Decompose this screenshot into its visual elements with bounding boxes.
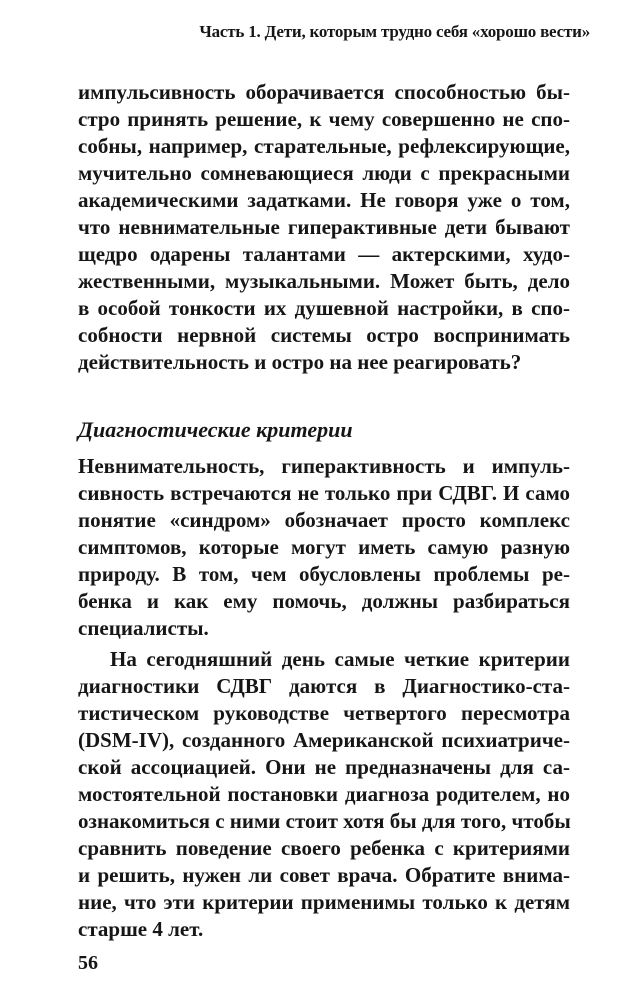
text-line: в особой тонкости их душевной настройки, в спо- (78, 296, 570, 320)
text-line: природу. В том, чем обусловлены проблемы ре- (78, 562, 570, 586)
text-line: ознакомиться с ними стоит хотя бы для того, чтобы (78, 809, 571, 833)
text-line: мучительно сомневающиеся люди с прекрасными (78, 161, 570, 185)
text-line: академическими задатками. Не говоря уже о том, (78, 188, 570, 212)
text-line: действительность и остро на нее реагировать? (78, 350, 522, 374)
text-line: мостоятельной постановки диагноза родителем, но (78, 782, 570, 806)
body-text (78, 79, 570, 943)
text-line: ской ассоциацией. Они не предназначены для са- (78, 755, 570, 779)
paragraph-3 (78, 646, 570, 943)
paragraph-1 (78, 79, 570, 376)
section-heading: Диагностические критерии (78, 417, 353, 442)
text-line: понятие «синдром» обозначает просто комплекс (78, 508, 570, 532)
text-line: что невнимательные гиперактивные дети бывают (78, 215, 570, 239)
text-line: собности нервной системы остро воспринимать (78, 323, 570, 347)
text-line: ние, что эти критерии применимы только к детям (78, 890, 570, 914)
text-line: симптомов, которые могут иметь самую разную (78, 535, 570, 559)
text-line: и решить, нужен ли совет врача. Обратите внима- (78, 863, 570, 887)
paragraph-2 (78, 453, 570, 642)
text-line: старше 4 лет. (78, 917, 204, 941)
text-line: диагностики СДВГ даются в Диагностико-ста- (78, 674, 570, 698)
text-line: На сегодняшний день самые четкие критерии (110, 647, 570, 671)
text-line: (DSM-IV), созданного Американской психиатриче- (78, 728, 570, 752)
text-line: щедро одарены талантами — актерскими, худо- (78, 242, 570, 266)
text-line: собны, например, старательные, рефлексирующие, (78, 134, 570, 158)
text-line: Невнимательность, гиперактивность и импуль- (78, 454, 570, 478)
page-number: 56 (78, 952, 98, 974)
text-line: тистическом руководстве четвертого пересмотра (78, 701, 570, 725)
text-line: импульсивность оборачивается способностью бы- (78, 80, 570, 104)
text-line: бенка и как ему помочь, должны разбираться (78, 589, 570, 613)
text-line: стро принять решение, к чему совершенно не спо- (78, 107, 570, 131)
text-line: сивность встречаются не только при СДВГ. И само (78, 481, 570, 505)
running-header: Часть 1. Дети, которым трудно себя «хорошо вести» (199, 22, 590, 41)
text-line: специалисты. (78, 616, 209, 640)
text-line: сравнить поведение своего ребенка с критериями (78, 836, 570, 860)
text-line: жественными, музыкальными. Может быть, дело (78, 269, 570, 293)
